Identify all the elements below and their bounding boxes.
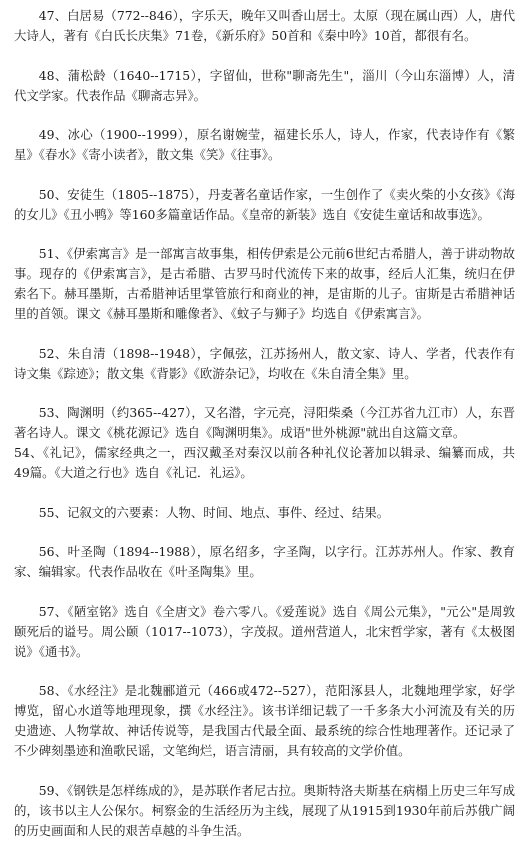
entry-59: 59、《钢铁是怎样练成的》，是苏联作者尼古拉。奥斯特洛夫斯基在病榻上历史三年写成的，该书以主人公保尔。柯察金的生活经历为主线，展现了从1915到1930年前后苏俄广阔的历史画面和人民的艰苦卓越的斗争生活。 bbox=[14, 782, 515, 838]
entry-54: 54、《礼记》，儒家经典之一，西汉戴圣对秦汉以前各种礼仪论著加以辑录、编纂而成，共49篇。《大道之行也》选自《礼记．礼运》。 bbox=[14, 445, 515, 480]
entry-47: 47、白居易（772--846），字乐天，晚年又叫香山居士。太原（现在属山西）人，唐代大诗人，著有《白氏长庆集》71卷，《新乐府》50首和《秦中吟》10首，都很有名。 bbox=[14, 8, 515, 43]
entry-52: 52、朱自清（1898--1948），字佩弦，江苏扬州人，散文家、诗人、学者，代表作有诗文集《踪迹》；散文集《背影》《欧游杂记》，均收在《朱自清全集》里。 bbox=[14, 345, 515, 381]
entry-56: 56、叶圣陶（1894--1988），原名绍多，字圣陶，以字行。江苏苏州人。作家、教育家、编辑家。代表作品收在《叶圣陶集》里。 bbox=[14, 544, 515, 579]
entry-51: 51、《伊索寓言》是一部寓言故事集，相传伊索是公元前6世纪古希腊人，善于讲动物故事。现存的《伊索寓言》，是古希腊、古罗马时代流传下来的故事，经后人汇集，统归在伊索名下。赫耳墨斯，古希腊神话里掌管旅行和商业的神，是宙斯的儿子。宙斯是古希腊神话里的首领。课文《赫耳墨斯和雕像者》、《蚊子与狮子》均选自《伊索寓言》。 bbox=[14, 246, 515, 321]
entry-49: 49、冰心（1900--1999），原名谢婉莹，福建长乐人，诗人，作家，代表诗作有《繁星》《春水》《寄小读者》，散文集《笑》《往事》。 bbox=[14, 127, 515, 162]
entry-58: 58、《水经注》是北魏郦道元（466或472--527），范阳涿县人，北魏地理学家，好学博览，留心水道等地理现象，撰《水经注》。该书详细记载了一千多条大小河流及有关的历史遗迹、人物掌故、神话传说等，是我国古代最全面、最系统的综合性地理著作。还记录了不少碑刻墨迹和渔歌民谣，文笔绚烂，语言清丽，具有较高的文学价值。 bbox=[14, 683, 515, 758]
entry-53: 53、陶渊明（约365--427），又名潜，字元亮，浔阳柴桑（今江苏省九江市）人，东晋著名诗人。课文《桃花源记》选自《陶渊明集》。成语"世外桃源"就出自这篇文章。 bbox=[14, 405, 515, 440]
entry-55: 55、记叙文的六要素：人物、时间、地点、事件、经过、结果。 bbox=[38, 504, 390, 520]
entry-50: 50、安徒生（1805--1875），丹麦著名童话作家，一生创作了《卖火柴的小女孩》《海的女儿》《丑小鸭》等160多篇童话作品。《皇帝的新装》选自《安徒生童话和故事选》。 bbox=[14, 186, 515, 222]
entry-57: 57、《陋室铭》选自《全唐文》卷六零八。《爱莲说》选自《周公元集》，"元公"是周敦颐死后的谥号。周公颐（1017--1073），字茂叔。道州营道人，北宋哲学家，著有《太极图说》《通书》。 bbox=[14, 603, 515, 659]
entry-48: 48、蒲松龄（1640--1715），字留仙，世称"聊斋先生"，淄川（今山东淄博）人，清代文学家。代表作品《聊斋志异》。 bbox=[14, 67, 515, 103]
